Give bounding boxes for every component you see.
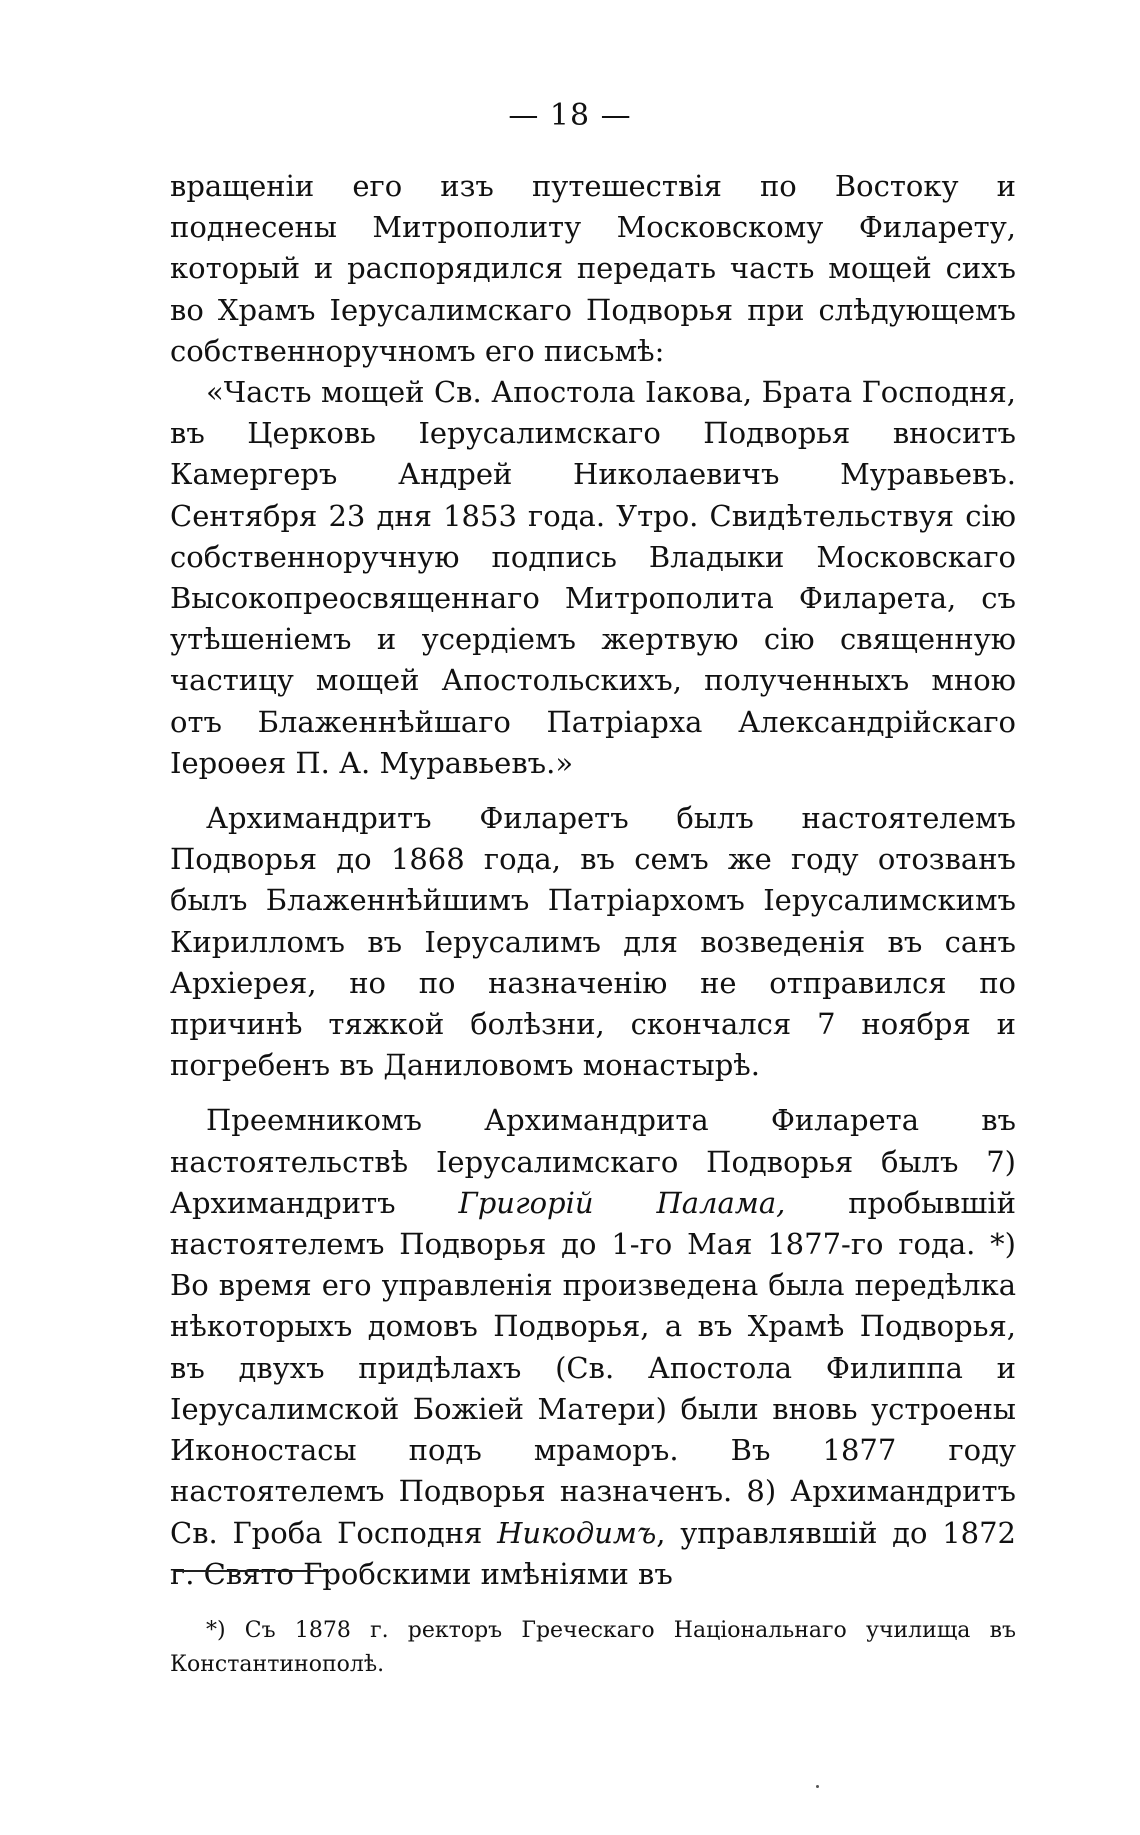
paragraph-successors: [170, 1100, 1016, 1594]
print-speck: [816, 1785, 819, 1788]
name-grigory-palama: Григорій Палама,: [458, 1185, 786, 1220]
footnote-divider: [176, 1570, 326, 1572]
name-nikodim: Никодимъ: [497, 1515, 657, 1550]
page-number: — 18 —: [508, 98, 632, 133]
paragraph-quotation: «Часть мощей Св. Апостола Іакова, Брата Господня, въ Церковь Іерусалимскаго Подворья вноситъ Камергеръ Андрей Николаевичъ Муравьевъ. Сентября 23 дня 1853 года. Утро. Свидѣтельствуя сію собственноручную подпись Владыки Московскаго Высокопреосвященнаго Митрополита Филарета, съ утѣшеніемъ и усердіемъ жертвую сію священную частицу мощей Апостольскихъ, полученныхъ мною отъ Блаженнѣйшаго Патріарха Александрійскаго Іероѳея П. А. Муравьевъ.»: [170, 375, 1016, 780]
paragraph-filaret: Архимандритъ Филаретъ былъ настоятелемъ Подворья до 1868 года, въ семъ же году отозванъ былъ Блаженнѣйшимъ Патріархомъ Іерусалимскимъ Кирилломъ въ Іерусалимъ для возведенія въ санъ Архіерея, но по назначенію не отправился по причинѣ тяжкой болѣзни, скончался 7 ноября и погребенъ въ Даниловомъ монастырѣ.: [170, 801, 1016, 1083]
body-text: [170, 166, 1016, 1595]
paragraph-successors-text-2: пробывшій настоятелемъ Подворья до 1-го Мая 1877-го года. *) Во время его управленія произведена была передѣлка нѣкоторыхъ домовъ Подворья, а въ Храмѣ Подворья, въ двухъ придѣлахъ (Св. Апостола Филиппа и Іерусалимской Божіей Матери) были вновь устроены Иконостасы подъ мраморъ. Въ 1877 году настоятелемъ Подворья назначенъ. 8) Архимандритъ Св. Гроба Господня: [170, 1185, 1016, 1550]
paragraph-successors-text-1: Преемникомъ Архимандрита Филарета въ настоятельствѣ Іерусалимскаго Подворья былъ 7) Архимандритъ: [170, 1103, 1016, 1220]
paragraph-successors-text-3: , управлявшій до 1872 г. Свято Гробскими имѣніями въ: [170, 1515, 1016, 1591]
footnote: *) Съ 1878 г. ректоръ Греческаго Національнаго училища въ Константинополѣ.: [170, 1618, 1016, 1677]
paragraph-continuation: вращеніи его изъ путешествія по Востоку и поднесены Митрополиту Московскому Филарету, который и распорядился передать часть мощей сихъ во Храмъ Іерусалимскаго Подворья при слѣдующемъ собственноручномъ его письмѣ:: [170, 169, 1016, 368]
